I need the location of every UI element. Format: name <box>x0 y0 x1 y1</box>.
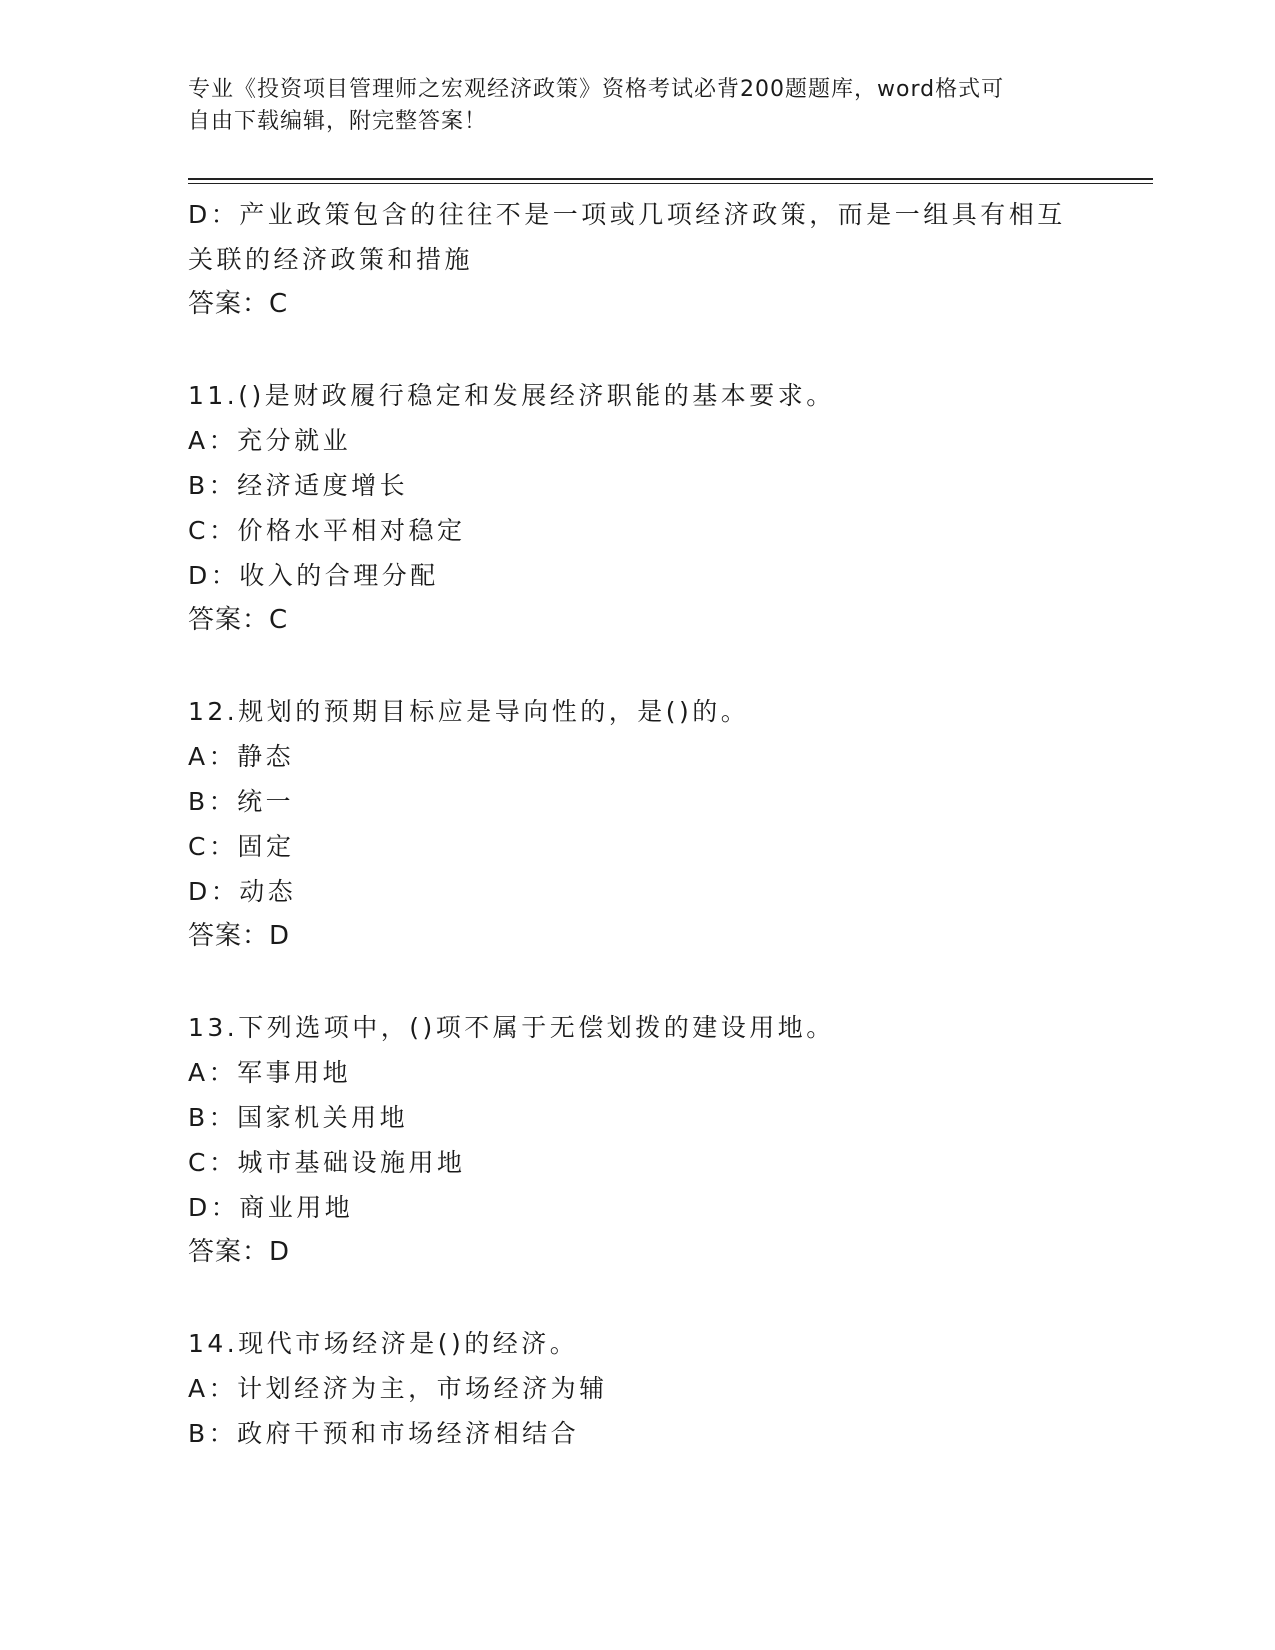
option-a: A：静态 <box>188 742 295 771</box>
question-block-13 <box>188 1005 1108 1275</box>
option-a: A：计划经济为主，市场经济为辅 <box>188 1374 608 1403</box>
question-block-12 <box>188 689 1108 959</box>
option-b: B：统一 <box>188 787 295 816</box>
question-stem: 13.下列选项中，()项不属于无偿划拨的建设用地。 <box>188 1013 835 1042</box>
option-a: A：充分就业 <box>188 426 352 455</box>
answer-label: 答案：C <box>188 605 289 635</box>
question-block-11 <box>188 373 1108 643</box>
option-a: A：军事用地 <box>188 1058 352 1087</box>
header-divider-thick <box>188 178 1153 180</box>
option-d: D：商业用地 <box>188 1193 354 1222</box>
question-block-14 <box>188 1321 1108 1456</box>
answer-label: 答案：D <box>188 1237 291 1267</box>
question-stem: 14.现代市场经济是()的经济。 <box>188 1329 579 1358</box>
spacer <box>188 643 1108 689</box>
spacer <box>188 327 1108 373</box>
question-stem: 11.()是财政履行稳定和发展经济职能的基本要求。 <box>188 381 835 410</box>
question-block-continued <box>188 192 1108 327</box>
header-title-line-1: 专业《投资项目管理师之宏观经济政策》资格考试必背200题题库，word格式可 <box>188 77 1005 102</box>
question-list <box>188 192 1108 1456</box>
option-d: D：产业政策包含的往往不是一项或几项经济政策，而是一组具有相互 <box>188 200 1066 229</box>
header-divider-thin <box>188 183 1153 184</box>
option-d-continuation: 关联的经济政策和措施 <box>188 245 474 274</box>
option-b: B：国家机关用地 <box>188 1103 409 1132</box>
document-header <box>188 74 1088 138</box>
option-c: C：城市基础设施用地 <box>188 1148 466 1177</box>
option-c: C：固定 <box>188 832 295 861</box>
answer-label: 答案：D <box>188 921 291 951</box>
option-b: B：政府干预和市场经济相结合 <box>188 1419 580 1448</box>
option-c: C：价格水平相对稳定 <box>188 516 466 545</box>
option-d: D：动态 <box>188 877 297 906</box>
option-b: B：经济适度增长 <box>188 471 409 500</box>
question-stem: 12.规划的预期目标应是导向性的，是()的。 <box>188 697 750 726</box>
option-d: D：收入的合理分配 <box>188 561 439 590</box>
answer-label: 答案：C <box>188 289 289 319</box>
spacer <box>188 1275 1108 1321</box>
header-title-line-2: 自由下载编辑，附完整答案！ <box>188 109 488 134</box>
spacer <box>188 959 1108 1005</box>
